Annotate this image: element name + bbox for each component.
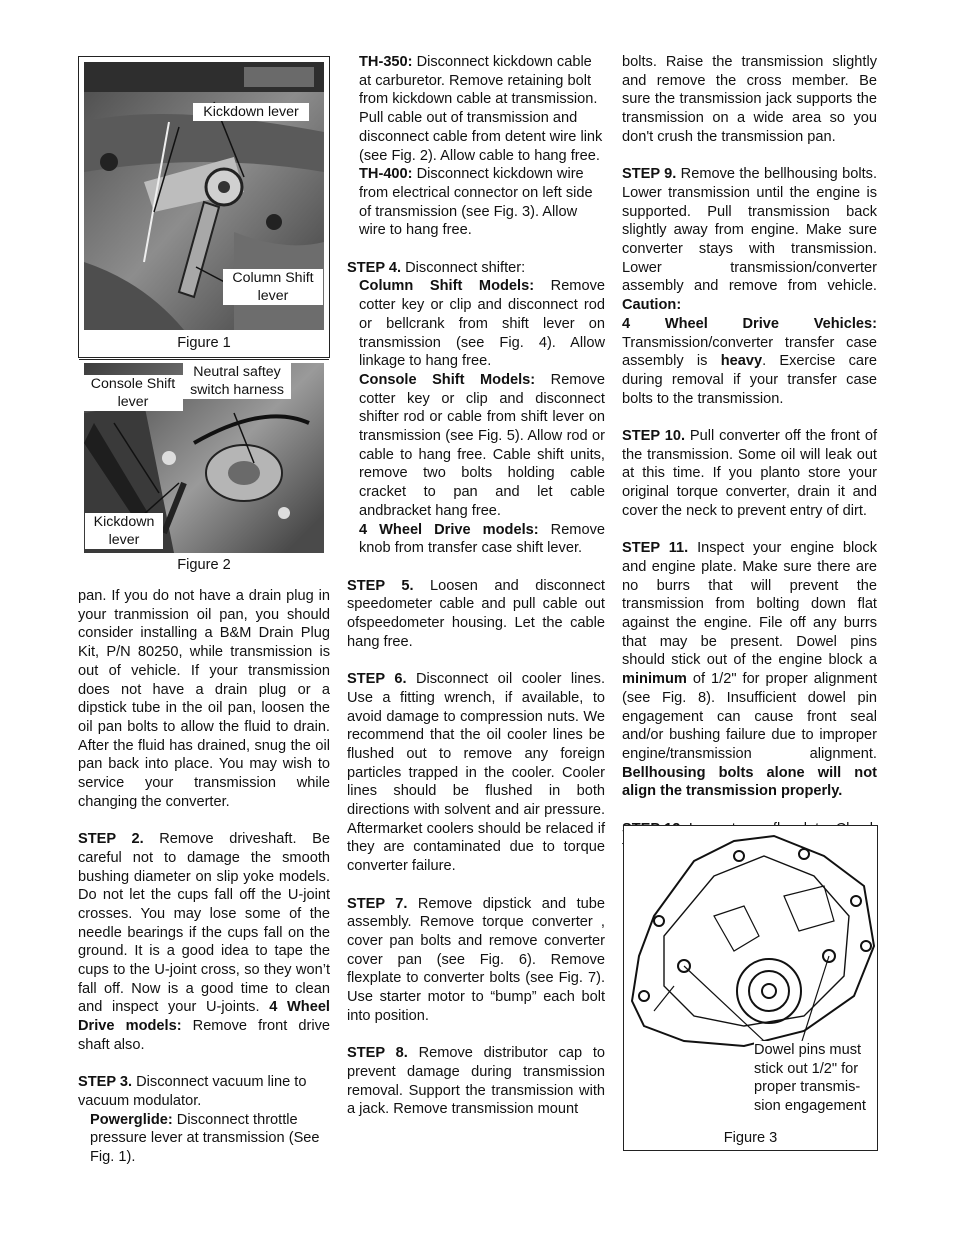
neutral-safety-line-2: switch harness [190,382,284,398]
dowel-note-line-1: Dowel pins must [754,1042,862,1058]
console-shift-line-1: Console Shift [90,376,176,392]
column-shift-text: Remove cotter key or clip and disconnect rod or bellcrank from shift lever on transmission (see Fig. 4). Allow linkage to hang free. [359,278,605,370]
heavy-label: heavy [720,353,763,370]
engine-block-drawing [624,826,877,1066]
column-2 [347,53,605,1119]
step-7-text: Remove dipstick and tube assembly. Remove torque converter , cover pan bolts and remove converter cover pan (see Fig. 6). Remove flexplate to converter bolts (see Fig. 7). Use starter motor to “bump” each bolt into position. [347,895,605,1024]
step-2-4wd-label: 4 Wheel Drive models: [78,999,330,1035]
step-5-paragraph [347,577,605,652]
step-6-text: Disconnect oil cooler lines. Use a fitting wrench, if available, to avoid damage to compression nuts. We recommend that the oil cooler lines be flushed out to remove any foreign particles trapped in the cooler. Cooler lines should be flushed in both directions with solvent and air pressure. Aftermarket coolers should be relaced if they are contaminated due to torque converter failure. [347,671,606,875]
th350-text: Disconnect kickdown cable at carburetor. Remove retaining bolt from kickdown cable at transmission. Pull cable out of transmission and disconnect cable from detent wire link (see Fig. 2). Allow cable to hang free. [359,54,603,164]
kickdown-line-2: lever [108,532,140,548]
step-8-heading: STEP 8. [347,1045,408,1062]
step-2-heading: STEP 2. [78,831,144,848]
col1-continued-paragraph: pan. If you do not have a drain plug in your tranmission oil pan, you should consider installing a B&M Drain Plug Kit, P/N 80250, while transmission is out of vehicle. If your transmission does not have a drain plug or a dipstick tube in the oil pan, loosen the oil pan bolts to allow the fluid to drain. After the fluid has drained, snug the oil pan back into place. You may wish to service your transmission while changing the converter. [78,588,330,810]
figure-2-console-shift-label [83,375,183,411]
step-10-heading: STEP 10. [622,428,686,445]
column-3 [622,53,877,857]
caution-label: Caution: [622,297,682,314]
figure-3-caption: Figure 3 [723,1130,778,1146]
step-8-text: Remove distributor cap to prevent damage during transmission removal. Support the transmission with a jack. Remove transmission mount [347,1045,605,1118]
th400-paragraph [347,165,605,240]
th400-heading: TH-400: [359,166,413,183]
4wd-shift-text: Remove knob from transfer case shift lever. [359,521,605,557]
step-4-heading: STEP 4. [347,259,402,276]
step-4-text: Disconnect shifter: [401,259,526,276]
step-3-paragraph [78,1073,330,1110]
step-5-heading: STEP 5. [347,577,414,594]
step-2-text: Remove driveshaft. Be careful not to damage the smooth bushing diameter on slip yoke models. Do not let the cups fall off the U-joint crosses. You may lose some of the needle bearings if the cups fall on the ground. It is a good idea to tape the cups to the U-joint cross, so they won’t fall off. Now is a good time to clean and inspect your U-joints. [78,831,330,1016]
step-6-heading: STEP 6. [347,671,407,688]
figure-1-caption: Figure 1 [177,335,231,351]
column-shift-paragraph [347,277,605,371]
kickdown-line-1: Kickdown [93,514,155,530]
figure-2-neutral-safety-label [183,363,291,399]
powerglide-heading: Powerglide: [90,1111,173,1128]
column-1 [78,587,330,1167]
step-9-heading: STEP 9. [622,166,677,183]
figure-1-column-shift-label [223,269,323,305]
powerglide-paragraph [78,1111,330,1167]
step-11-text-2: of 1/2" for proper alignment (see Fig. 8). Insufficient dowel pin engagement can cause front seal and/or bushing failure due to improper engine/transmission alignment. [622,671,877,762]
step-5-text: Loosen and disconnect speedometer cable and pull cable out ofspeedometer housing. Let the cable hang free. [347,577,605,650]
column-shift-line-1: Column Shift [232,270,314,286]
step-2-paragraph [78,830,330,1054]
dowel-note-line-3: proper transmis- [754,1079,861,1096]
step-4-paragraph [347,259,605,278]
column-shift-line-2: lever [257,288,289,304]
step-11-heading: STEP 11. [622,540,689,557]
th350-paragraph [347,53,605,165]
dowel-note-line-2: stick out 1/2" for [754,1060,859,1077]
step-2-tail: Remove front drive shaft also. [78,1018,331,1053]
figure-3-dowel-note [754,1041,874,1116]
minimum-label: minimum [622,671,687,688]
step-10-paragraph [622,427,877,521]
column-shift-heading: Column Shift Models: [359,278,535,295]
step-3-text: Disconnect vacuum line to vacuum modulator. [78,1074,307,1109]
figure-1-kickdown-label: Kickdown lever [193,103,309,121]
console-shift-heading: Console Shift Models: [359,371,536,388]
step-8-paragraph [347,1044,605,1119]
step-11-text-1: Inspect your engine block and engine plate. Make sure there are no burrs that will prevent the transmission from bolting down flat against the engine. File off any burrs that may be present. Dowel pins should stick out of the engine block a [622,540,877,669]
figure-2-kickdown-label [85,513,163,549]
figure-2-caption: Figure 2 [177,557,231,573]
col3-continued-paragraph: bolts. Raise the transmission slightly and remove the cross member. Be sure the transmission jack supports the transmission on a wide area so you don't crush the transmission pan. [622,54,877,145]
th350-heading: TH-350: [359,54,413,70]
step-11-paragraph [622,539,877,801]
step-9-text: Remove the bellhousing bolts. Lower transmission until the engine is supported. Pull transmission back slightly away from engine. Make sure converter stays with transmission. Lower transmission/converter assembly and remove from vehicle. [622,166,878,295]
figure-divider [79,359,329,360]
dowel-note-line-4: sion engagement [754,1098,866,1115]
th400-text: Disconnect kickdown wire from electrical connector on left side of transmission (see Fig. 3). Allow wire to hang free. [359,166,593,239]
step-9-paragraph [622,165,877,408]
step-6-paragraph [347,670,605,876]
step-10-text: Pull converter off the front of the transmission. Some oil will leak out at this time. If you planto store your original torque converter, drain it and cover the neck to prevent entry of dirt. [622,428,877,519]
4wd-vehicles-label: 4 Wheel Drive Vehicles: [622,315,877,332]
step-3-heading: STEP 3. [78,1074,133,1091]
figure-3-box [623,825,878,1151]
bellhousing-warning: Bellhousing bolts alone will not align the transmission properly. [622,764,877,800]
4wd-shift-heading: 4 Wheel Drive models: [359,521,539,538]
4wd-shift-paragraph [347,521,605,558]
4wd-text-1: Transmission/converter transfer case assembly is [622,334,877,370]
console-shift-line-2: lever [117,394,149,410]
step-7-paragraph [347,895,605,1026]
console-shift-text: Remove cotter key or clip and disconnect shifter rod or cable from shift lever on transmission (see Fig. 5). Allow rod or cable to hang free. Cable shift units, remove two bolts holding cable cracket to pan and let cable andbracket hang free. [359,371,605,519]
step-7-heading: STEP 7. [347,895,408,912]
figure-1-box [78,56,330,573]
neutral-safety-line-1: Neutral saftey [193,364,281,380]
powerglide-text: Disconnect throttle pressure lever at transmission (See Fig. 1). [90,1111,320,1166]
console-shift-paragraph [347,371,605,521]
4wd-text-2: . Exercise care during removal if your transfer case bolts to the transmission. [622,353,877,407]
